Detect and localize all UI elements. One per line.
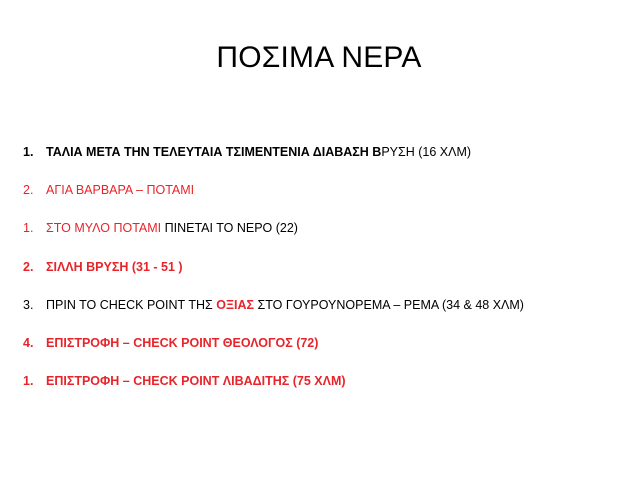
list-item xyxy=(23,181,194,199)
list-item xyxy=(23,143,471,161)
list-item xyxy=(23,372,346,390)
item-text: ΠΙΝΕΤΑΙ ΤΟ ΝΕΡΟ (22) xyxy=(161,221,298,235)
list-item xyxy=(23,334,318,352)
item-text: ΣΙΛΛΗ ΒΡΥΣΗ (31 - 51 ) xyxy=(46,260,183,274)
item-text: ΑΓΙΑ ΒΑΡΒΑΡΑ – ΠΟΤΑΜΙ xyxy=(46,183,195,197)
item-number: 2. xyxy=(23,183,34,197)
item-text-bold: ΤΑΛΙΑ ΜΕΤΑ ΤΗΝ ΤΕΛΕΥΤΑΙΑ ΤΣΙΜΕΝΤΕΝΙΑ ΔΙΑΒΑΣΗ Β xyxy=(46,145,382,159)
item-text: ΡΥΣΗ (16 ΧΛΜ) xyxy=(381,145,472,159)
item-number: 2. xyxy=(23,260,34,274)
list-item xyxy=(23,258,183,276)
item-number: 1. xyxy=(23,221,34,235)
item-number: 3. xyxy=(23,298,34,312)
item-text: ΠΡΙΝ ΤΟ CHECK POINT ΤΗΣ xyxy=(46,298,217,312)
item-number: 1. xyxy=(23,374,34,388)
item-text: ΣΤΟ ΓΟΥΡΟΥΝΟΡΕΜΑ – ΡΕΜΑ (34 & 48 ΧΛΜ) xyxy=(254,298,524,312)
item-number: 1. xyxy=(23,145,34,159)
item-text: ΕΠΙΣΤΡΟΦΗ – CHECK POINT ΘΕΟΛΟΓΟΣ (72) xyxy=(46,336,319,350)
list-item xyxy=(23,296,524,314)
item-text-highlight: ΟΞΙΑΣ xyxy=(216,298,255,312)
list-item xyxy=(23,219,298,237)
item-text-red: ΣΤΟ ΜΥΛΟ ΠΟΤΑΜΙ xyxy=(46,221,162,235)
slide-title: ΠΟΣΙΜΑ ΝΕΡΑ xyxy=(216,41,422,74)
item-text: ΕΠΙΣΤΡΟΦΗ – CHECK POINT ΛΙΒΑΔΙΤΗΣ (75 ΧΛΜ) xyxy=(46,374,346,388)
item-number: 4. xyxy=(23,336,34,350)
